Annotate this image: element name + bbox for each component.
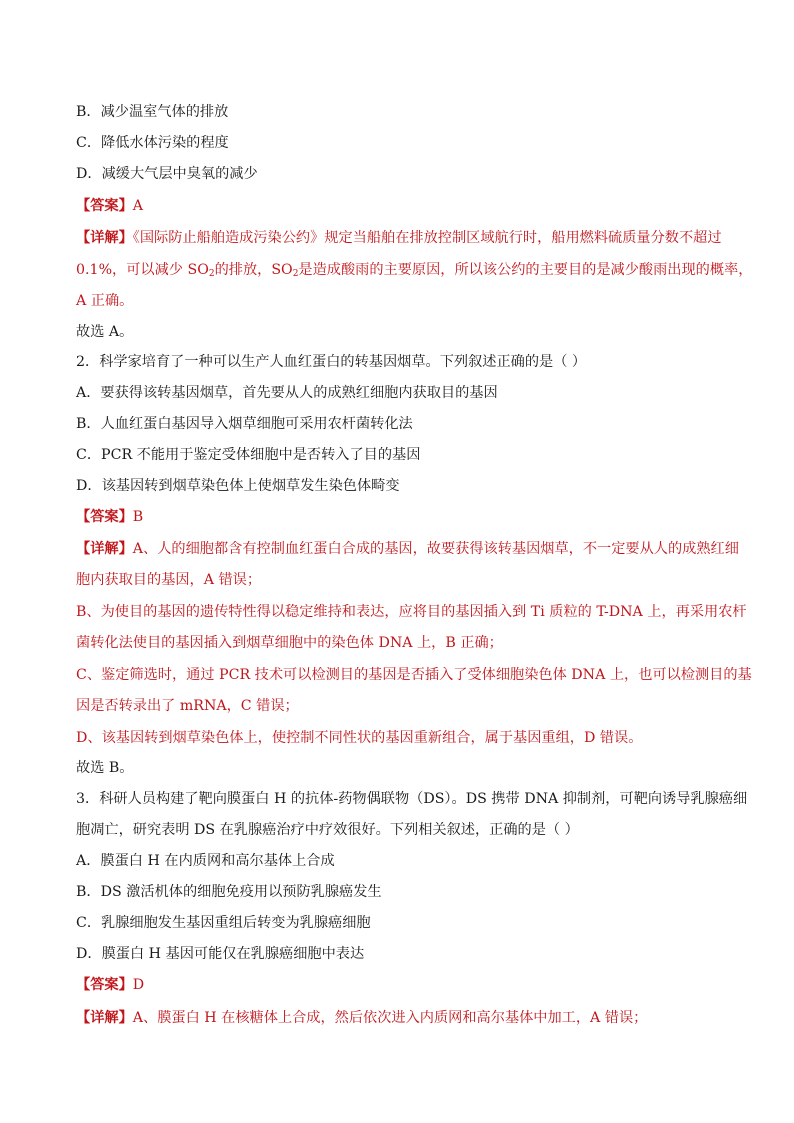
q2-stem: 2．科学家培育了一种可以生产人血红蛋白的转基因烟草。下列叙述正确的是（ ） bbox=[76, 354, 587, 370]
explain-text: 《国际防止船舶造成污染公约》规定当船舶在排放控制区域航行时，船用燃料硫质量分数不超过 bbox=[132, 230, 722, 246]
q3-answer bbox=[76, 975, 724, 995]
explain-text: 是造成酸雨的主要原因，所以该公约的主要目的是减少酸雨出现的概率， bbox=[298, 262, 753, 278]
q2-explain-line: C、鉴定筛选时，通过 PCR 技术可以检测目的基因是否插入了受体细胞染色体 DNA 上，也可以检测目的基 bbox=[76, 667, 752, 683]
explain-label: 【详解】 bbox=[76, 1010, 133, 1026]
q3-stem: 胞凋亡，研究表明 DS 在乳腺癌治疗中疗效很好。下列相关叙述，正确的是（ ） bbox=[76, 822, 579, 838]
q1-explain-line bbox=[76, 228, 724, 248]
q3-option-b: B．DS 激活机体的细胞免疫用以预防乳腺癌发生 bbox=[76, 884, 382, 900]
q1-explain-line: A 正确。 bbox=[76, 293, 134, 309]
answer-value: B bbox=[132, 509, 144, 525]
answer-label: 【答案】 bbox=[76, 198, 133, 214]
q2-option-b: B．人血红蛋白基因导入烟草细胞可采用农杆菌转化法 bbox=[76, 416, 413, 432]
q1-answer bbox=[76, 196, 724, 216]
q2-explain-line: 因是否转录出了 mRNA，C 错误； bbox=[76, 698, 299, 714]
q1-explain-line bbox=[76, 260, 753, 280]
explain-text: A、人的细胞都含有控制血红蛋白合成的基因，故要获得该转基因烟草，不一定要从人的成熟红细 bbox=[132, 541, 739, 557]
q2-explain-line: 菌转化法使目的基因插入到烟草细胞中的染色体 DNA 上，B 正确； bbox=[76, 635, 503, 651]
explain-label: 【详解】 bbox=[76, 541, 133, 557]
q3-option-a: A．膜蛋白 H 在内质网和高尔基体上合成 bbox=[76, 853, 335, 869]
q2-answer bbox=[76, 507, 724, 527]
answer-value: A bbox=[132, 198, 144, 214]
explain-text: A、膜蛋白 H 在核糖体上合成，然后依次进入内质网和高尔基体中加工，A 错误； bbox=[132, 1010, 648, 1026]
answer-label: 【答案】 bbox=[76, 977, 133, 993]
q2-option-d: D．该基因转到烟草染色体上使烟草发生染色体畸变 bbox=[76, 478, 400, 494]
q1-conclusion: 故选 A。 bbox=[76, 324, 134, 340]
q2-option-c: C．PCR 不能用于鉴定受体细胞中是否转入了目的基因 bbox=[76, 447, 421, 463]
q2-explain-line bbox=[76, 539, 739, 559]
explain-text: 的排放，SO bbox=[214, 262, 293, 278]
subscript: 2 bbox=[208, 269, 215, 279]
explain-text: 0.1%，可以减少 SO bbox=[76, 262, 209, 278]
explain-label: 【详解】 bbox=[76, 230, 133, 246]
q3-stem: 3．科研人员构建了靶向膜蛋白 H 的抗体-药物偶联物（DS）。DS 携带 DNA 抑制剂，可靶向诱导乳腺癌细 bbox=[76, 791, 748, 807]
q3-explain-line bbox=[76, 1008, 724, 1028]
subscript: 2 bbox=[292, 269, 299, 279]
q2-conclusion: 故选 B。 bbox=[76, 760, 134, 776]
q2-explain-line: D、该基因转到烟草染色体上，使控制不同性状的基因重新组合，属于基因重组，D 错误。 bbox=[76, 730, 643, 746]
q1-option-c: C．降低水体污染的程度 bbox=[76, 135, 229, 151]
q3-option-c: C．乳腺细胞发生基因重组后转变为乳腺癌细胞 bbox=[76, 915, 371, 931]
q2-option-a: A．要获得该转基因烟草，首先要从人的成熟红细胞内获取目的基因 bbox=[76, 385, 498, 401]
q3-option-d: D．膜蛋白 H 基因可能仅在乳腺癌细胞中表达 bbox=[76, 946, 365, 962]
q1-option-d: D．减缓大气层中臭氧的减少 bbox=[76, 166, 258, 182]
q2-explain-line: 胞内获取目的基因，A 错误； bbox=[76, 572, 262, 588]
answer-label: 【答案】 bbox=[76, 509, 133, 525]
q2-explain-line: B、为使目的基因的遗传特性得以稳定维持和表达，应将目的基因插入到 Ti 质粒的 T-DNA 上，再采用农杆 bbox=[76, 604, 747, 620]
q1-option-b: B．减少温室气体的排放 bbox=[76, 104, 229, 120]
answer-value: D bbox=[132, 977, 145, 993]
